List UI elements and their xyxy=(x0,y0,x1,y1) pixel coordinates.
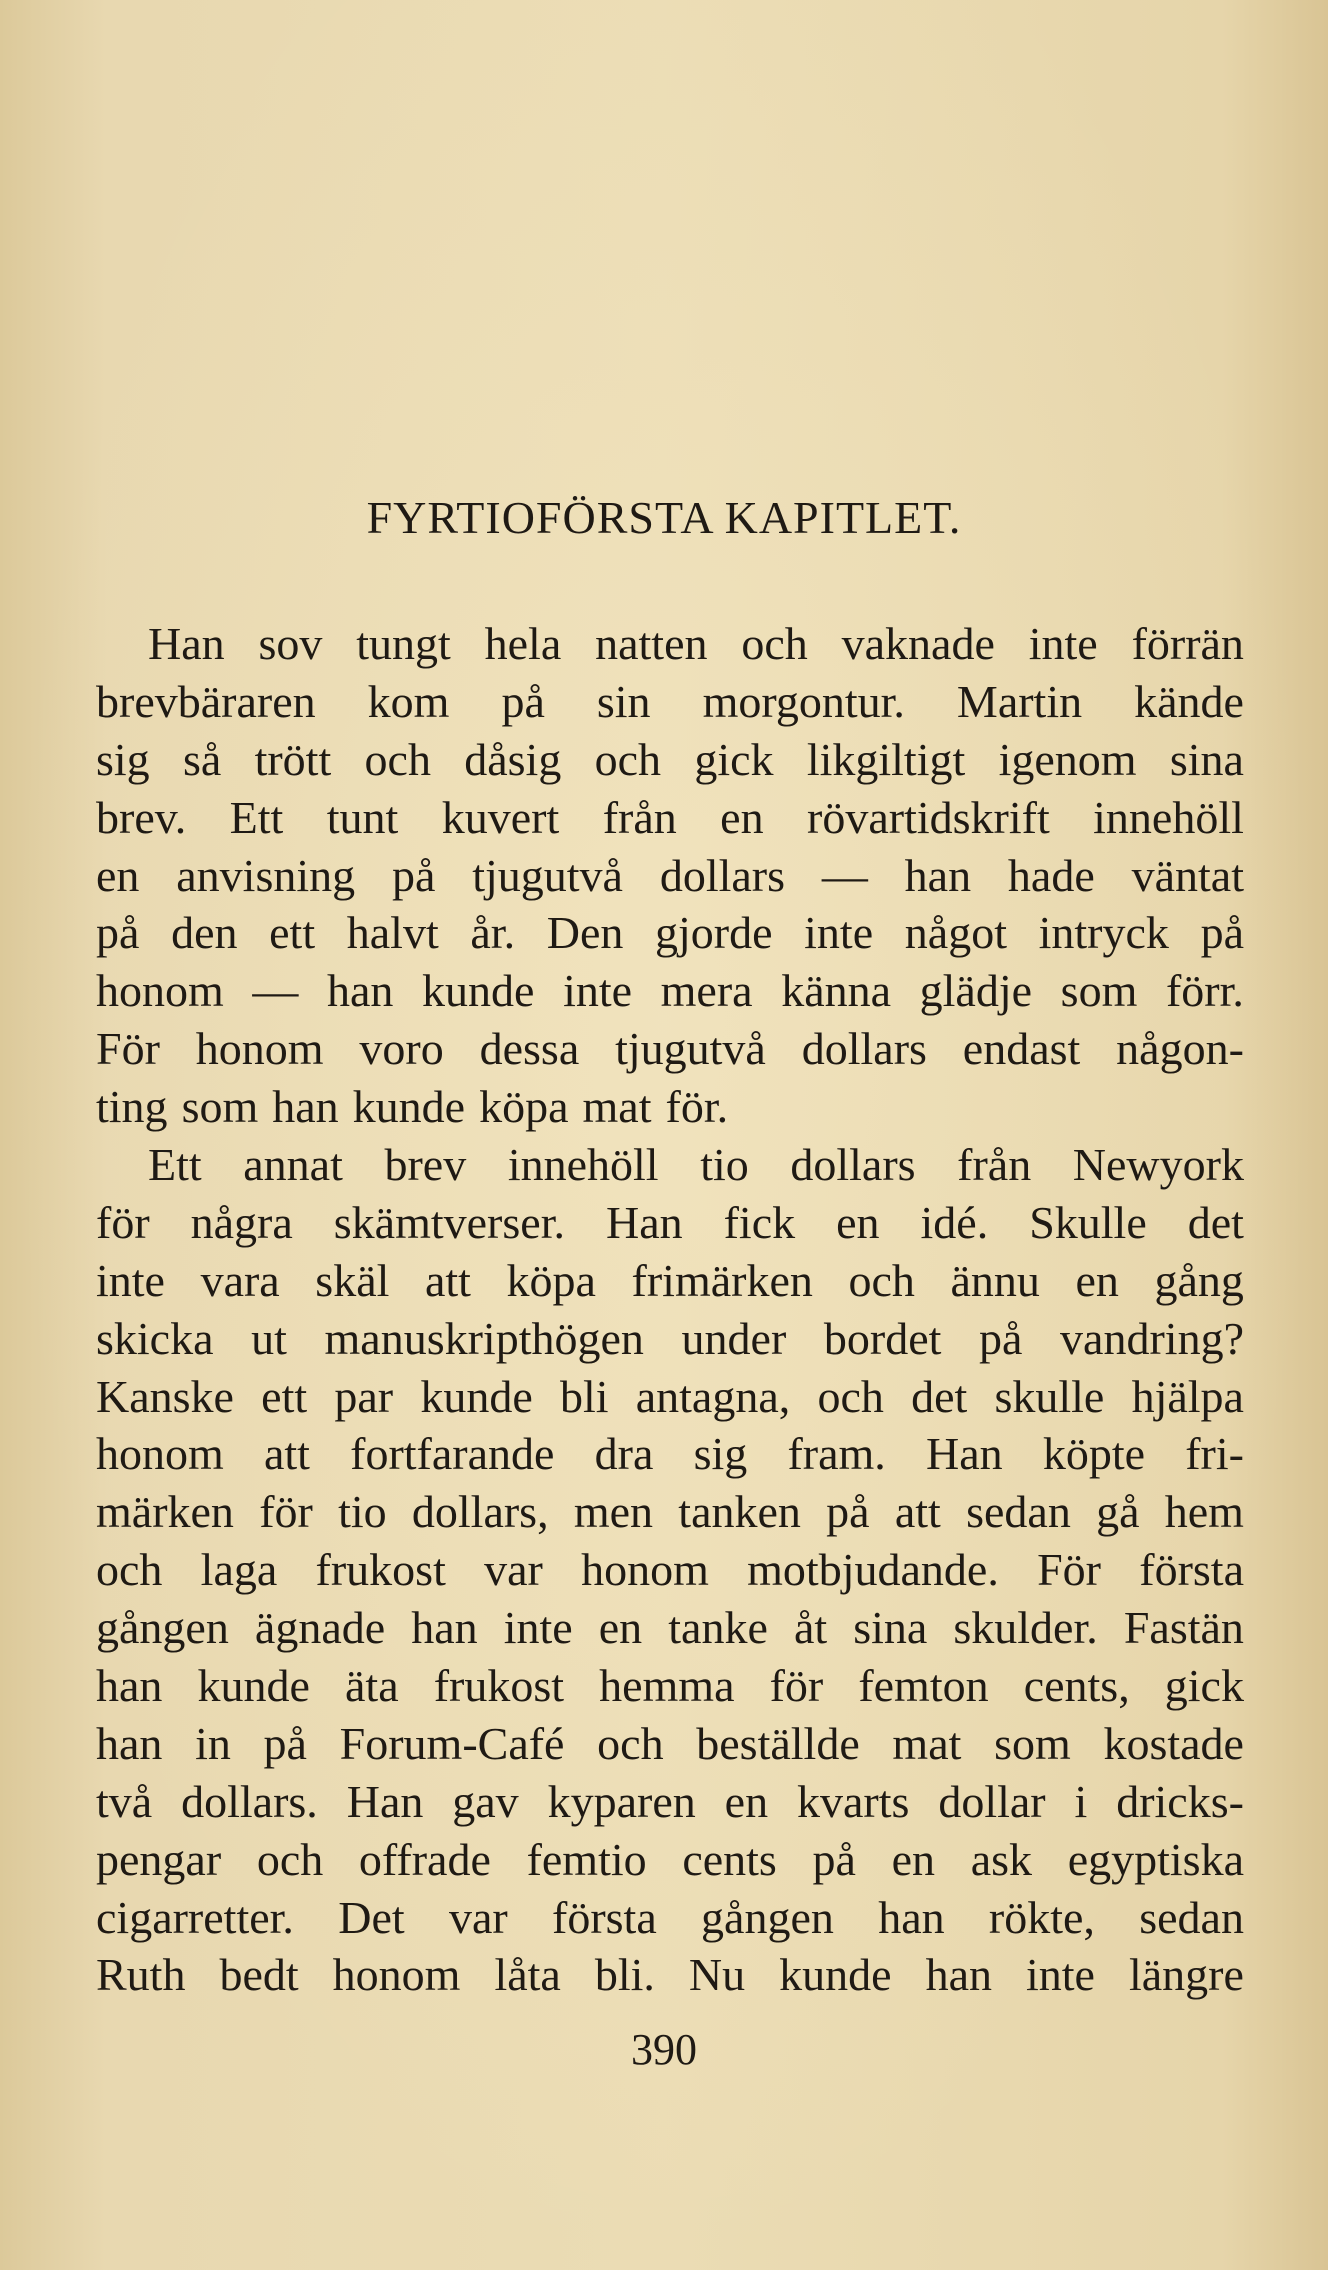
text-line: gången ägnade han inte en tanke åt sina skulder. Fastän xyxy=(96,1602,1244,1654)
text-line: pengar och offrade femtio cents på en ask egyptiska xyxy=(96,1833,1244,1885)
text-line: sig så trött och dåsig och gick likgiltigt igenom sina xyxy=(96,733,1244,785)
text-line: Ett annat brev innehöll tio dollars från Newyork xyxy=(148,1139,1244,1191)
text-line: honom att fortfarande dra sig fram. Han köpte fri- xyxy=(96,1428,1244,1480)
text-line: cigarretter. Det var första gången han rökte, sedan xyxy=(96,1891,1244,1943)
text-line: skicka ut manuskripthögen under bordet på vandring? xyxy=(96,1312,1244,1364)
page-number: 390 xyxy=(631,2025,697,2074)
text-line: märken för tio dollars, men tanken på att sedan gå hem xyxy=(96,1486,1244,1538)
body-text xyxy=(96,615,1244,2004)
text-line: brev. Ett tunt kuvert från en rövartidskrift innehöll xyxy=(96,791,1244,843)
text-line: inte vara skäl att köpa frimärken och ännu en gång xyxy=(96,1254,1244,1306)
text-line: och laga frukost var honom motbjudande. För första xyxy=(96,1544,1244,1596)
text-line: han kunde äta frukost hemma för femton cents, gick xyxy=(96,1660,1244,1712)
text-line: ting som han kunde köpa mat för. xyxy=(96,1081,729,1133)
text-line: Kanske ett par kunde bli antagna, och det skulle hjälpa xyxy=(96,1370,1244,1422)
text-line: Han sov tungt hela natten och vaknade inte förrän xyxy=(148,618,1244,669)
text-line: honom — han kunde inte mera känna glädje som förr. xyxy=(96,965,1244,1017)
text-line: Ruth bedt honom låta bli. Nu kunde han inte längre xyxy=(96,1949,1244,2001)
text-line: brevbäraren kom på sin morgontur. Martin kände xyxy=(96,675,1244,727)
text-line: han in på Forum-Café och beställde mat som kostade xyxy=(96,1717,1244,1769)
text-line: en anvisning på tjugutvå dollars — han hade väntat xyxy=(96,849,1244,901)
chapter-title: FYRTIOFÖRSTA KAPITLET. xyxy=(366,492,962,543)
text-line: för några skämtverser. Han fick en idé. Skulle det xyxy=(96,1196,1244,1248)
text-line: två dollars. Han gav kyparen en kvarts dollar i dricks- xyxy=(96,1775,1244,1827)
text-line: på den ett halvt år. Den gjorde inte något intryck på xyxy=(96,907,1244,959)
text-line: För honom voro dessa tjugutvå dollars endast någon- xyxy=(96,1023,1244,1075)
